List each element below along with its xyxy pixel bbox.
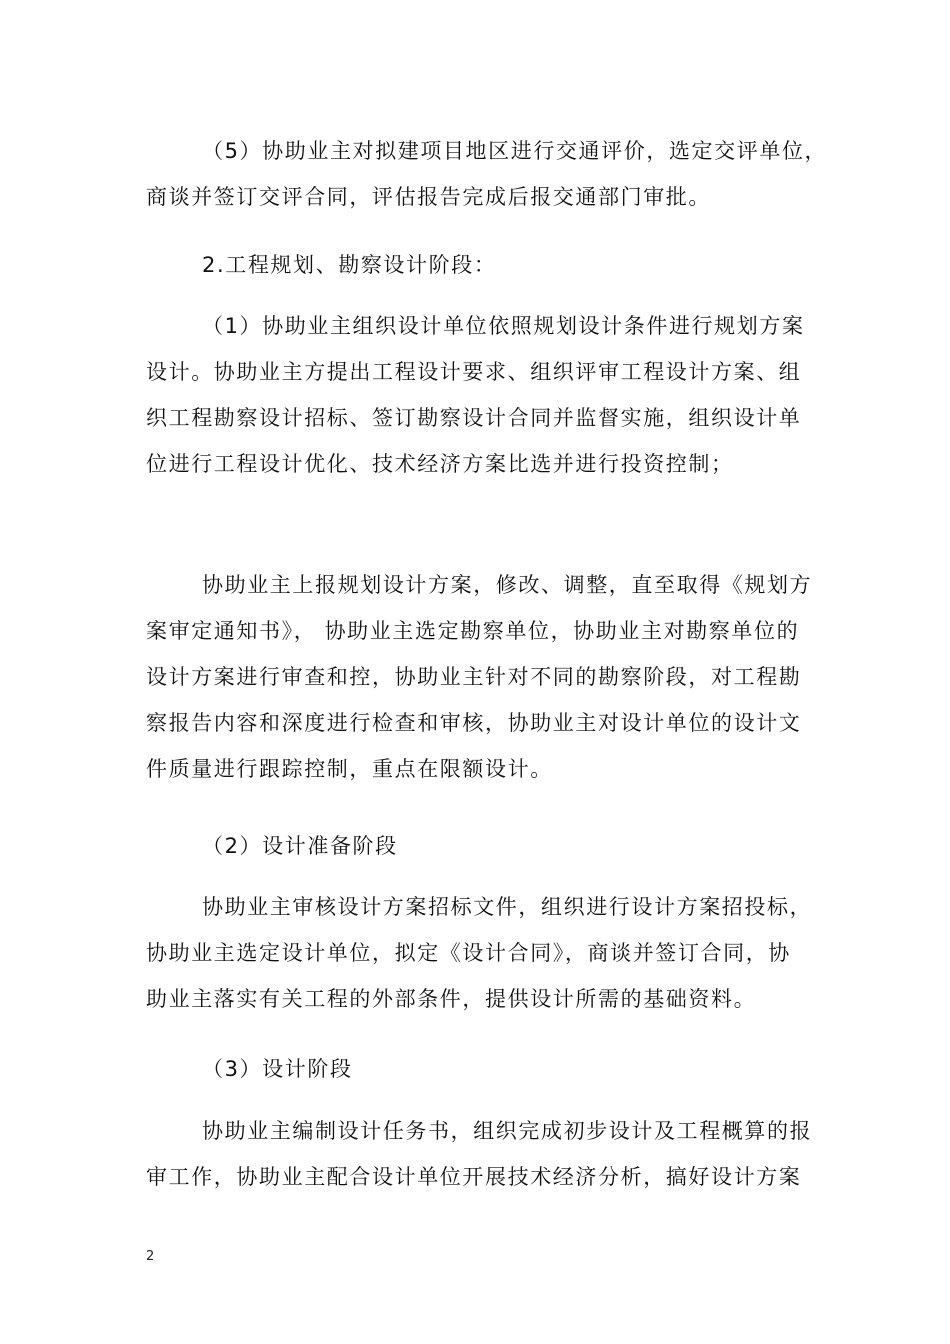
text-line: 设计。协助业主方提出工程设计要求、组织评审工程设计方案、组	[146, 360, 802, 384]
section-heading-planning-survey-design	[146, 242, 806, 288]
paragraph-traffic-evaluation	[146, 128, 828, 220]
text-line: 设计方案进行审查和控，协助业主针对不同的勘察阶段，对工程勘	[146, 665, 802, 689]
subheading-design-stage	[146, 1046, 806, 1092]
text-line: 案审定通知书》， 协助业主选定勘察单位，协助业主对勘察单位的	[146, 619, 800, 643]
text-line: （3）设计阶段	[202, 1057, 353, 1081]
text-line: （1）协助业主组织设计单位依照规划设计条件进行规划方案	[202, 314, 805, 338]
text-line: 协助业主选定设计单位，拟定《设计合同》，商谈并签订合同，协	[146, 941, 791, 965]
page-number: 2	[146, 1249, 155, 1264]
text-line: 协助业主上报规划设计方案，修改、调整，直至取得《规划方	[202, 573, 813, 597]
text-line: 2.工程规划、勘察设计阶段：	[202, 253, 497, 277]
text-line: 助业主落实有关工程的外部条件，提供设计所需的基础资料。	[146, 987, 757, 1011]
text-line: （2）设计准备阶段	[202, 834, 398, 858]
subheading-design-preparation	[146, 823, 806, 869]
paragraph-planning-approval	[146, 562, 813, 792]
text-line: 协助业主编制设计任务书，组织完成初步设计及工程概算的报	[202, 1119, 813, 1143]
paragraph-design-bidding	[146, 884, 813, 1022]
text-line: 织工程勘察设计招标、签订勘察设计合同并监督实施，组织设计单	[146, 406, 802, 430]
text-line: 察报告内容和深度进行检查和审核，协助业主对设计单位的设计文	[146, 711, 802, 735]
text-line: 审工作，协助业主配合设计单位开展技术经济分析，搞好设计方案	[146, 1165, 802, 1189]
text-line: （5）协助业主对拟建项目地区进行交通评价，选定交评单位，	[202, 139, 828, 163]
text-line: 件质量进行跟踪控制，重点在限额设计。	[146, 757, 553, 781]
text-line: 协助业主审核设计方案招标文件，组织进行设计方案招投标，	[202, 895, 813, 919]
text-line: 商谈并签订交评合同，评估报告完成后报交通部门审批。	[146, 185, 711, 209]
text-line: 位进行工程设计优化、技术经济方案比选并进行投资控制；	[146, 452, 734, 476]
paragraph-design-task	[146, 1108, 813, 1200]
paragraph-planning-scheme-design	[146, 303, 806, 487]
